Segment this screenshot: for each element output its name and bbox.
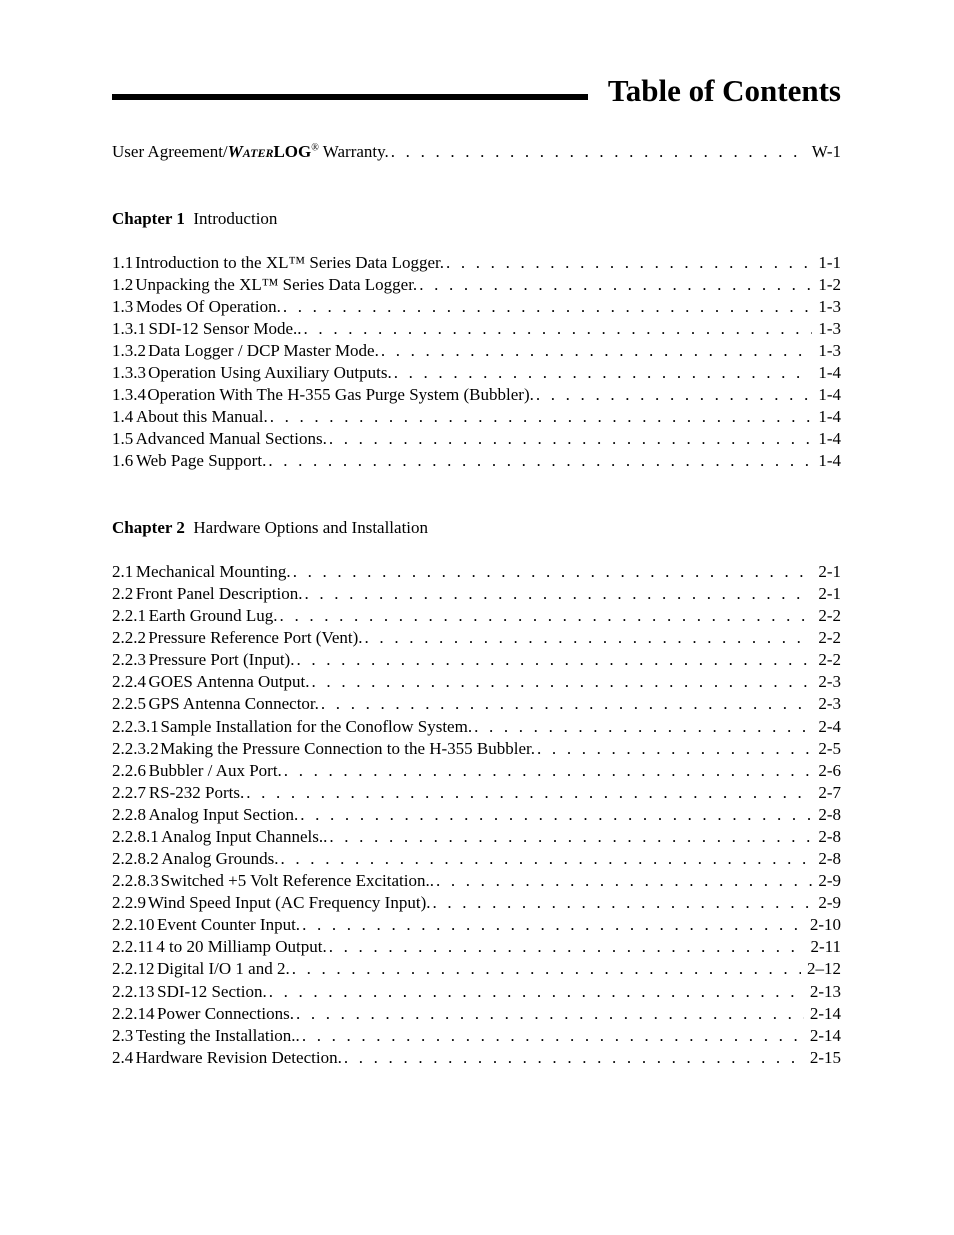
toc-entry[interactable] [112,583,841,605]
leader-dots [536,384,812,406]
toc-entry-number: 2.2 [112,584,134,604]
toc-entry-title: Analog Input Channels.. [161,826,328,846]
leader-dots [436,870,812,892]
toc-entry[interactable] [112,296,841,318]
chapter-heading-1 [112,208,277,230]
toc-entry-title: Operation Using Auxiliary Outputs. [148,363,392,382]
warranty-suffix: Warranty. [318,142,389,161]
toc-entry-page: 2-14 [809,1025,841,1045]
toc-entry[interactable] [112,627,841,649]
toc-entry[interactable] [112,340,841,362]
toc-entry-page: 2-2 [818,650,841,670]
toc-entry-title: Hardware Revision Detection. [135,1047,342,1067]
toc-entry-page: W-1 [811,142,841,161]
brand-water: Water [227,142,274,161]
toc-entry[interactable] [112,252,841,274]
toc-entry[interactable] [112,848,841,870]
toc-entry-page: 2-4 [818,716,841,736]
toc-entry[interactable] [112,362,841,384]
toc-entry-title: Switched +5 Volt Reference Excitation.. [160,871,434,891]
toc-entry[interactable] [112,782,841,804]
leader-dots [474,716,812,738]
toc-entry-number: 2.2.8.3 [112,871,159,891]
toc-entry[interactable] [112,958,841,980]
toc-entry-number: 2.2.10 [112,915,155,935]
toc-entry-title: Sample Installation for the Conoflow System. [160,716,473,736]
toc-entry[interactable] [112,1003,841,1025]
leader-dots [283,296,813,318]
toc-entry-number: 2.2.4 [112,672,146,692]
toc-entry-page: 2-8 [818,849,841,869]
toc-entry-page: 1-3 [818,341,841,360]
toc-entry-page: 2-2 [818,606,841,626]
toc-entry-page: 2-11 [810,937,841,957]
toc-entry-number: 2.2.8.2 [112,849,159,869]
toc-entry-page: 2-6 [818,760,841,780]
toc-entry-number: 1.3.1 [112,319,146,338]
leader-dots [446,252,812,274]
toc-entry-title: Analog Grounds. [161,849,279,869]
toc-entry[interactable] [112,914,841,936]
toc-entry-number: 2.2.9 [112,893,146,913]
leader-dots [284,760,813,782]
toc-entry-number: 2.2.13 [112,981,155,1001]
toc-entry-page: 2-10 [809,915,841,935]
toc-entry-number: 2.2.2 [112,628,146,648]
leader-dots [270,406,813,428]
toc-entry-page: 1-4 [818,407,841,426]
brand-log: LOG [273,142,312,161]
toc-entry-title: Pressure Reference Port (Vent). [148,628,363,648]
leader-dots [304,318,813,340]
toc-entry-title: Power Connections. [157,1003,294,1023]
toc-entry-number: 1.3 [112,297,134,316]
toc-entry-title: Data Logger / DCP Master Mode. [148,341,379,360]
toc-entry[interactable] [112,406,841,428]
leader-dots [269,981,804,1003]
toc-entry-page: 1-4 [818,451,841,470]
registered-mark: ® [311,142,319,154]
leader-dots [302,914,804,936]
leader-dots [344,1047,804,1069]
toc-entry[interactable] [112,274,841,296]
toc-entry-page: 2-5 [818,738,841,758]
toc-entry[interactable] [112,716,841,738]
leader-dots [321,693,812,715]
toc-entry-title: Advanced Manual Sections. [135,429,327,448]
toc-entry-number: 1.6 [112,451,134,470]
header-rule [112,94,588,100]
leader-dots [329,826,812,848]
toc-entry-title: Event Counter Input. [157,915,301,935]
toc-entry-number: 1.2 [112,275,134,294]
toc-entry-number: 1.3.2 [112,341,146,360]
toc-entry-number: 2.2.14 [112,1003,155,1023]
leader-dots [296,649,812,671]
toc-entry-title: Pressure Port (Input). [148,650,295,670]
chapter-heading-2 [112,517,428,539]
toc-entry-number: 2.2.3.1 [112,716,159,736]
toc-entry[interactable] [112,804,841,826]
toc-entry-page: 2-13 [809,981,841,1001]
leader-dots [281,848,813,870]
toc-entry[interactable] [112,1025,841,1047]
toc-entry-number: 1.1 [112,253,134,272]
toc-entry[interactable] [112,892,841,914]
toc-entry-title: Front Panel Description. [135,584,303,604]
toc-entry-page: 1-3 [818,297,841,316]
leader-dots [381,340,812,362]
toc-entry-page: 1-4 [818,429,841,448]
leader-dots [419,274,812,296]
leader-dots [304,583,812,605]
toc-entry[interactable] [112,605,841,627]
toc-entry-page: 1-3 [818,319,841,338]
toc-entry-title: 4 to 20 Milliamp Output. [156,937,327,957]
leader-dots [293,561,813,583]
warranty-prefix: User Agreement/ [112,142,228,161]
toc-entry-title: Wind Speed Input (AC Frequency Input). [147,893,431,913]
toc-entry-number: 2.2.3 [112,650,146,670]
leader-dots [394,362,813,384]
chapter-label: Chapter 2 [112,518,185,537]
toc-entry-number: 2.3 [112,1025,134,1045]
chapter-title: Hardware Options and Installation [193,518,429,537]
toc-entry-warranty[interactable] [112,141,841,163]
toc-entry-number: 2.2.8 [112,804,146,824]
leader-dots [268,450,812,472]
toc-entry-page: 2-8 [818,826,841,846]
toc-entry-title: About this Manual. [135,407,268,426]
leader-dots [391,141,806,163]
toc-entry-title: Analog Input Section. [148,804,299,824]
toc-entry-page: 2-9 [818,871,841,891]
toc-entry-number: 2.2.7 [112,782,146,802]
toc-entry[interactable] [112,561,841,583]
page-header [112,72,841,112]
leader-dots [302,1025,804,1047]
leader-dots [329,428,812,450]
toc-entry-number: 1.3.4 [112,385,146,404]
toc-entry-title: SDI-12 Sensor Mode.. [148,319,302,338]
toc-entry[interactable] [112,649,841,671]
toc-entry-number: 1.3.3 [112,363,146,382]
toc-entry-page: 2-7 [818,782,841,802]
leader-dots [312,671,813,693]
toc-entry[interactable] [112,693,841,715]
toc-entry-number: 2.2.3.2 [112,738,159,758]
toc-entry-page: 2-2 [818,628,841,648]
chapter-title: Introduction [193,209,278,228]
toc-entry-page: 2-8 [818,804,841,824]
toc-entry[interactable] [112,318,841,340]
page-title: Table of Contents [607,73,841,108]
toc-entry-page: 1-1 [818,253,841,272]
toc-entry-title: SDI-12 Section. [157,981,267,1001]
toc-entry[interactable] [112,1047,841,1069]
chapter-label: Chapter 1 [112,209,185,228]
toc-entry[interactable] [112,738,841,760]
toc-entry[interactable] [112,428,841,450]
toc-entry-number: 2.1 [112,562,134,581]
leader-dots [537,738,812,760]
toc-entry[interactable] [112,936,841,958]
toc-entry[interactable] [112,981,841,1003]
toc-entry-page: 2–12 [807,959,841,979]
toc-entry-title: Digital I/O 1 and 2. [157,959,290,979]
toc-entry-title: RS-232 Ports. [148,782,245,802]
toc-entry[interactable] [112,870,841,892]
toc-entry[interactable] [112,384,841,406]
toc-entry-number: 2.2.1 [112,606,146,626]
toc-entry[interactable] [112,450,841,472]
toc-entry-page: 2-3 [818,672,841,692]
toc-entry-page: 2-9 [818,893,841,913]
toc-entry-number: 2.4 [112,1047,134,1067]
toc-entry-page: 2-3 [818,694,841,714]
toc-entry-page: 1-4 [818,363,841,382]
toc-entry-title [112,141,389,163]
leader-dots [246,782,812,804]
toc-entry-number: 1.4 [112,407,134,426]
toc-entry-page: 2-1 [818,562,841,581]
toc-entry-title: Introduction to the XL™ Series Data Logger. [135,253,444,272]
toc-entry-number: 1.5 [112,429,134,448]
toc-entry-number: 2.2.8.1 [112,826,159,846]
leader-dots [300,804,812,826]
leader-dots [365,627,813,649]
toc-entry[interactable] [112,760,841,782]
toc-entry-title: Bubbler / Aux Port. [148,760,282,780]
leader-dots [329,936,805,958]
toc-entry[interactable] [112,671,841,693]
toc-entry-title: Mechanical Mounting. [135,562,291,581]
toc-entry-number: 2.2.6 [112,760,146,780]
toc-entry-title: GPS Antenna Connector. [148,694,319,714]
toc-entry-title: Earth Ground Lug. [148,606,278,626]
toc-entry-title: GOES Antenna Output. [148,672,310,692]
toc-entry-page: 1-2 [818,275,841,294]
toc-entry-title: Testing the Installation.. [135,1025,300,1045]
toc-entry-title: Modes Of Operation. [135,297,281,316]
toc-entry-page: 2-15 [809,1047,841,1067]
toc-entry-number: 2.2.11 [112,937,154,957]
toc-entry[interactable] [112,826,841,848]
leader-dots [432,892,812,914]
toc-entry-title: Web Page Support. [135,451,267,470]
leader-dots [280,605,813,627]
toc-entry-number: 2.2.5 [112,694,146,714]
toc-entry-number: 2.2.12 [112,959,155,979]
toc-entry-page: 2-1 [818,584,841,604]
toc-entry-page: 1-4 [818,385,841,404]
toc-entry-title: Making the Pressure Connection to the H-355 Bubbler. [160,738,536,758]
leader-dots [292,958,801,980]
toc-entry-page: 2-14 [809,1003,841,1023]
toc-entry-title: Operation With The H-355 Gas Purge System (Bubbler). [147,385,534,404]
toc-entry-title: Unpacking the XL™ Series Data Logger. [135,275,418,294]
leader-dots [296,1003,804,1025]
